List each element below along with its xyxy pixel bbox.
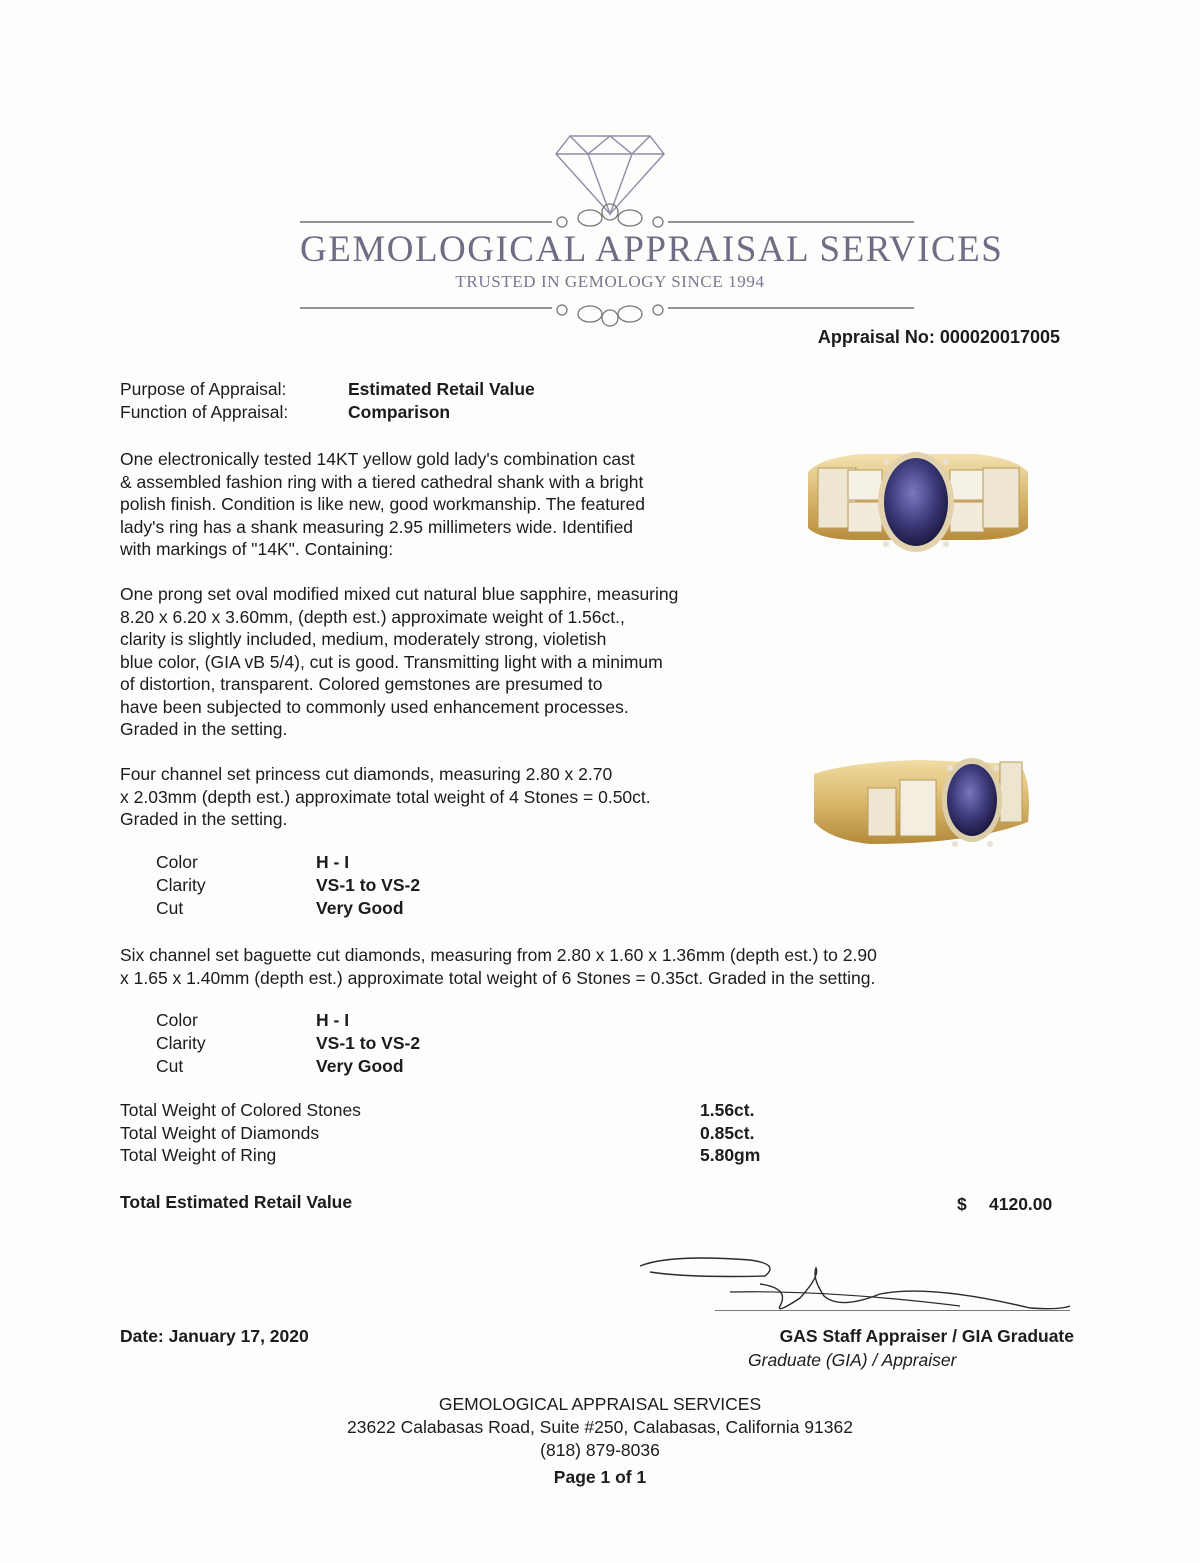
text-line: of distortion, transparent. Colored gemstones are presumed to [120, 674, 603, 694]
page-number: Page 1 of 1 [553, 1467, 647, 1487]
diamond-icon [556, 136, 664, 214]
text-line: & assembled fashion ring with a tiered cathedral shank with a bright [120, 471, 644, 492]
text-line: blue color, (GIA vB 5/4), cut is good. Transmitting light with a minimum [120, 651, 663, 672]
function-value: Comparison [348, 401, 451, 422]
text-line: Four channel set princess cut diamonds, measuring 2.80 x 2.70 [120, 764, 613, 784]
text-line: One prong set oval modified mixed cut natural blue sapphire, measuring [120, 584, 679, 604]
grade-value: H - I [316, 1010, 350, 1030]
text-line: with markings of "14K". Containing: [120, 539, 394, 559]
text-line: Six channel set baguette cut diamonds, measuring from 2.80 x 1.60 x 1.36mm (depth est.) to 2.90 [120, 945, 877, 965]
function-label: Function of Appraisal: [120, 401, 289, 422]
text-line: One electronically tested 14KT yellow gold lady's combination cast [120, 449, 635, 469]
appraisal-purpose-block [120, 378, 535, 423]
total-label: Total Weight of Ring [120, 1145, 277, 1165]
appraiser-signature [630, 1248, 1080, 1318]
company-name: GEMOLOGICAL APPRAISAL SERVICES [300, 229, 1004, 270]
total-value: 1.56ct. [700, 1100, 755, 1120]
ring-photo-angle [810, 752, 1035, 864]
total-label: Total Weight of Diamonds [120, 1122, 320, 1143]
retail-value-label: Total Estimated Retail Value [120, 1192, 353, 1212]
baguette-diamond-grades [156, 1010, 420, 1079]
sapphire-description [120, 583, 678, 741]
ring-description [120, 448, 645, 561]
grade-value: VS-1 to VS-2 [316, 875, 421, 895]
purpose-label: Purpose of Appraisal: [120, 379, 287, 399]
grade-value: Very Good [316, 1056, 404, 1076]
footer-phone: (818) 879-8036 [540, 1440, 660, 1460]
grade-label: Cut [156, 1056, 184, 1076]
appraisal-number: Appraisal No: 000020017005 [817, 327, 1060, 347]
grade-value: VS-1 to VS-2 [316, 1033, 421, 1053]
total-value: 0.85ct. [700, 1122, 755, 1143]
retail-value-amount: 4120.00 [989, 1194, 1053, 1214]
text-line: clarity is slightly included, medium, moderately strong, violetish [120, 629, 607, 649]
text-line: Graded in the setting. [120, 719, 288, 739]
ornament-icon [557, 305, 663, 326]
text-line: 8.20 x 6.20 x 3.60mm, (depth est.) approximate weight of 1.56ct., [120, 606, 625, 627]
text-line: lady's ring has a shank measuring 2.95 millimeters wide. Identified [120, 516, 634, 537]
appraiser-title: GAS Staff Appraiser / GIA Graduate [779, 1326, 1074, 1346]
signature-line [715, 1310, 1070, 1311]
company-tagline: TRUSTED IN GEMOLOGY SINCE 1994 [455, 272, 765, 291]
text-line: x 1.65 x 1.40mm (depth est.) approximate total weight of 6 Stones = 0.35ct. Graded in the setting. [120, 967, 876, 988]
grade-label: Cut [156, 898, 184, 918]
grade-label: Clarity [156, 875, 206, 895]
purpose-value: Estimated Retail Value [348, 379, 535, 399]
footer-company: GEMOLOGICAL APPRAISAL SERVICES [438, 1394, 762, 1414]
appraisal-date: Date: January 17, 2020 [120, 1326, 309, 1346]
princess-diamond-grades [156, 852, 420, 921]
grade-label: Color [156, 852, 198, 872]
text-line: polish finish. Condition is like new, good workmanship. The featured [120, 494, 645, 514]
total-value: 5.80gm [700, 1145, 761, 1165]
text-line: Graded in the setting. [120, 809, 288, 829]
ring-photo-top [800, 440, 1035, 565]
grade-value: H - I [316, 852, 350, 872]
baguette-diamond-description [120, 944, 877, 989]
footer-address: 23622 Calabasas Road, Suite #250, Calabasas, California 91362 [347, 1417, 853, 1437]
grade-label: Clarity [156, 1033, 206, 1053]
weight-totals [120, 1100, 760, 1168]
appraiser-subtitle: Graduate (GIA) / Appraiser [748, 1350, 957, 1370]
grade-label: Color [156, 1010, 198, 1030]
text-line: have been subjected to commonly used enhancement processes. [120, 696, 629, 717]
currency-symbol: $ [957, 1194, 967, 1214]
text-line: x 2.03mm (depth est.) approximate total weight of 4 Stones = 0.50ct. [120, 786, 651, 807]
grade-value: Very Good [316, 898, 404, 918]
total-label: Total Weight of Colored Stones [120, 1100, 361, 1120]
princess-diamond-description [120, 763, 651, 831]
